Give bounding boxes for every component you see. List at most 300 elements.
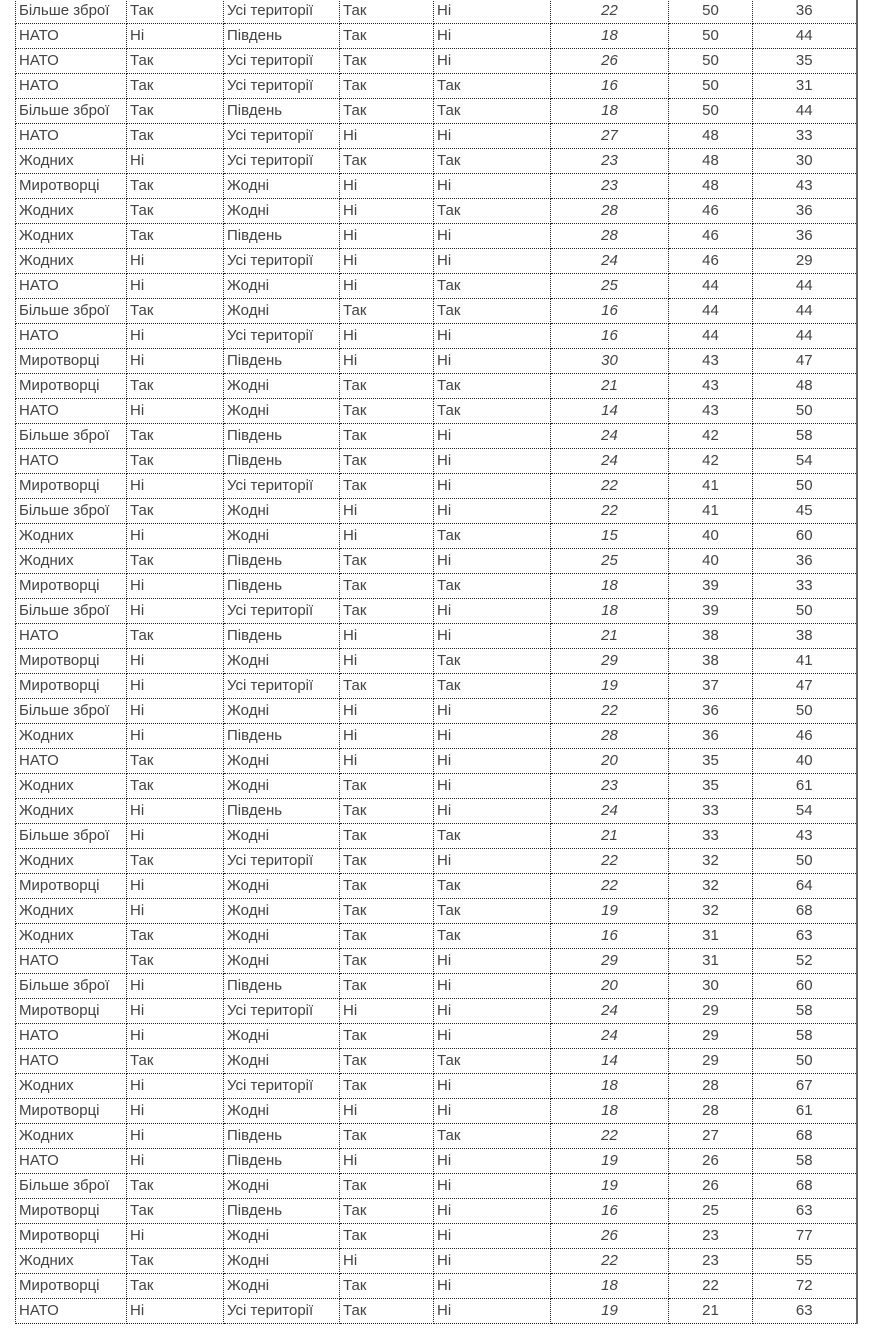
answer-b-cell: Так — [340, 99, 434, 124]
table-row — [16, 1074, 857, 1099]
value-3-cell: 63 — [753, 924, 857, 949]
answer-b-cell: Так — [340, 899, 434, 924]
value-2-cell: 26 — [669, 1149, 753, 1174]
value-3-cell: 43 — [753, 174, 857, 199]
territory-cell: Усі території — [224, 1299, 340, 1324]
option-cell: Миротворці — [16, 1199, 127, 1224]
territory-cell: Жодні — [224, 274, 340, 299]
table-row — [16, 474, 857, 499]
option-cell: Миротворці — [16, 1099, 127, 1124]
value-2-cell: 23 — [669, 1224, 753, 1249]
value-2-cell: 44 — [669, 299, 753, 324]
value-1-cell: 20 — [551, 749, 669, 774]
answer-b-cell: Так — [340, 574, 434, 599]
value-2-cell: 26 — [669, 1174, 753, 1199]
answer-b-cell: Так — [340, 24, 434, 49]
answer-b-cell: Так — [340, 0, 434, 24]
answer-a-cell: Так — [127, 749, 224, 774]
option-cell: Миротворці — [16, 874, 127, 899]
value-1-cell: 14 — [551, 399, 669, 424]
answer-b-cell: Ні — [340, 524, 434, 549]
table-row — [16, 874, 857, 899]
answer-b-cell: Ні — [340, 349, 434, 374]
table-row — [16, 1149, 857, 1174]
value-3-cell: 47 — [753, 349, 857, 374]
value-1-cell: 25 — [551, 274, 669, 299]
option-cell: НАТО — [16, 749, 127, 774]
value-3-cell: 43 — [753, 824, 857, 849]
value-1-cell: 29 — [551, 649, 669, 674]
answer-b-cell: Ні — [340, 749, 434, 774]
option-cell: Жодних — [16, 924, 127, 949]
value-2-cell: 25 — [669, 1199, 753, 1224]
answer-b-cell: Так — [340, 374, 434, 399]
territory-cell: Жодні — [224, 399, 340, 424]
value-1-cell: 18 — [551, 1074, 669, 1099]
table-row — [16, 899, 857, 924]
value-2-cell: 28 — [669, 1074, 753, 1099]
answer-a-cell: Так — [127, 424, 224, 449]
answer-a-cell: Ні — [127, 874, 224, 899]
answer-a-cell: Ні — [127, 1224, 224, 1249]
answer-a-cell: Ні — [127, 474, 224, 499]
value-1-cell: 28 — [551, 224, 669, 249]
value-2-cell: 46 — [669, 224, 753, 249]
value-3-cell: 30 — [753, 149, 857, 174]
answer-c-cell: Ні — [434, 1299, 551, 1324]
answer-c-cell: Так — [434, 149, 551, 174]
table-row — [16, 549, 857, 574]
value-3-cell: 50 — [753, 699, 857, 724]
territory-cell: Південь — [224, 99, 340, 124]
value-1-cell: 18 — [551, 1274, 669, 1299]
territory-cell: Усі території — [224, 474, 340, 499]
answer-a-cell: Ні — [127, 999, 224, 1024]
answer-a-cell: Ні — [127, 524, 224, 549]
option-cell: Жодних — [16, 524, 127, 549]
answer-a-cell: Так — [127, 99, 224, 124]
option-cell: Більше зброї — [16, 599, 127, 624]
answer-c-cell: Ні — [434, 249, 551, 274]
answer-c-cell: Ні — [434, 49, 551, 74]
answer-b-cell: Так — [340, 874, 434, 899]
answer-c-cell: Ні — [434, 449, 551, 474]
value-3-cell: 36 — [753, 0, 857, 24]
value-1-cell: 23 — [551, 774, 669, 799]
answer-b-cell: Ні — [340, 174, 434, 199]
value-3-cell: 46 — [753, 724, 857, 749]
value-2-cell: 29 — [669, 999, 753, 1024]
territory-cell: Жодні — [224, 174, 340, 199]
option-cell: Жодних — [16, 724, 127, 749]
option-cell: Миротворці — [16, 1274, 127, 1299]
answer-c-cell: Ні — [434, 1249, 551, 1274]
table-row — [16, 49, 857, 74]
value-2-cell: 50 — [669, 74, 753, 99]
answer-c-cell: Ні — [434, 624, 551, 649]
answer-c-cell: Ні — [434, 24, 551, 49]
value-2-cell: 38 — [669, 624, 753, 649]
value-2-cell: 36 — [669, 724, 753, 749]
territory-cell: Жодні — [224, 924, 340, 949]
answer-c-cell: Ні — [434, 999, 551, 1024]
option-cell: Більше зброї — [16, 499, 127, 524]
value-1-cell: 29 — [551, 949, 669, 974]
territory-cell: Південь — [224, 1124, 340, 1149]
territory-cell: Усі території — [224, 149, 340, 174]
answer-b-cell: Так — [340, 1049, 434, 1074]
territory-cell: Південь — [224, 574, 340, 599]
value-1-cell: 16 — [551, 74, 669, 99]
answer-a-cell: Ні — [127, 1074, 224, 1099]
option-cell: НАТО — [16, 49, 127, 74]
answer-a-cell: Так — [127, 1249, 224, 1274]
answer-c-cell: Ні — [434, 1174, 551, 1199]
value-1-cell: 28 — [551, 724, 669, 749]
answer-b-cell: Ні — [340, 724, 434, 749]
answer-b-cell: Так — [340, 1224, 434, 1249]
answer-a-cell: Так — [127, 1199, 224, 1224]
territory-cell: Південь — [224, 424, 340, 449]
option-cell: Жодних — [16, 1124, 127, 1149]
value-2-cell: 50 — [669, 99, 753, 124]
value-1-cell: 27 — [551, 124, 669, 149]
answer-c-cell: Так — [434, 99, 551, 124]
table-row — [16, 749, 857, 774]
answer-a-cell: Ні — [127, 824, 224, 849]
value-3-cell: 29 — [753, 249, 857, 274]
answer-a-cell: Так — [127, 624, 224, 649]
answer-b-cell: Так — [340, 949, 434, 974]
table-row — [16, 449, 857, 474]
territory-cell: Усі території — [224, 74, 340, 99]
answer-c-cell: Ні — [434, 724, 551, 749]
territory-cell: Усі території — [224, 674, 340, 699]
answer-c-cell: Так — [434, 824, 551, 849]
option-cell: Жодних — [16, 224, 127, 249]
answer-a-cell: Так — [127, 449, 224, 474]
answer-b-cell: Так — [340, 74, 434, 99]
territory-cell: Жодні — [224, 1274, 340, 1299]
option-cell: НАТО — [16, 1024, 127, 1049]
territory-cell: Південь — [224, 974, 340, 999]
answer-a-cell: Ні — [127, 1099, 224, 1124]
value-1-cell: 18 — [551, 24, 669, 49]
value-1-cell: 18 — [551, 574, 669, 599]
value-1-cell: 19 — [551, 674, 669, 699]
answer-a-cell: Так — [127, 74, 224, 99]
value-3-cell: 33 — [753, 574, 857, 599]
answer-c-cell: Ні — [434, 224, 551, 249]
option-cell: Жодних — [16, 1249, 127, 1274]
table-row — [16, 1299, 857, 1324]
table-row — [16, 849, 857, 874]
option-cell: Жодних — [16, 249, 127, 274]
territory-cell: Південь — [224, 549, 340, 574]
answer-a-cell: Ні — [127, 399, 224, 424]
value-2-cell: 37 — [669, 674, 753, 699]
value-3-cell: 44 — [753, 274, 857, 299]
value-1-cell: 18 — [551, 99, 669, 124]
answer-b-cell: Так — [340, 49, 434, 74]
results-table-body — [16, 0, 857, 1324]
table-row — [16, 774, 857, 799]
option-cell: Миротворці — [16, 174, 127, 199]
territory-cell: Жодні — [224, 874, 340, 899]
table-row — [16, 799, 857, 824]
territory-cell: Усі території — [224, 849, 340, 874]
table-row — [16, 1274, 857, 1299]
option-cell: Жодних — [16, 549, 127, 574]
territory-cell: Жодні — [224, 1249, 340, 1274]
table-row — [16, 1049, 857, 1074]
answer-b-cell: Так — [340, 774, 434, 799]
answer-b-cell: Так — [340, 849, 434, 874]
option-cell: Жодних — [16, 849, 127, 874]
answer-c-cell: Ні — [434, 424, 551, 449]
territory-cell: Жодні — [224, 299, 340, 324]
answer-a-cell: Ні — [127, 1124, 224, 1149]
answer-b-cell: Так — [340, 1024, 434, 1049]
value-1-cell: 28 — [551, 199, 669, 224]
answer-a-cell: Так — [127, 299, 224, 324]
value-3-cell: 61 — [753, 774, 857, 799]
value-3-cell: 36 — [753, 224, 857, 249]
territory-cell: Усі території — [224, 124, 340, 149]
answer-a-cell: Ні — [127, 799, 224, 824]
value-1-cell: 22 — [551, 699, 669, 724]
value-2-cell: 48 — [669, 149, 753, 174]
table-row — [16, 999, 857, 1024]
answer-b-cell: Ні — [340, 999, 434, 1024]
answer-b-cell: Так — [340, 474, 434, 499]
option-cell: Більше зброї — [16, 699, 127, 724]
table-row — [16, 424, 857, 449]
answer-c-cell: Так — [434, 574, 551, 599]
answer-c-cell: Так — [434, 874, 551, 899]
answer-b-cell: Так — [340, 799, 434, 824]
answer-a-cell: Так — [127, 199, 224, 224]
value-3-cell: 58 — [753, 1149, 857, 1174]
option-cell: Миротворці — [16, 649, 127, 674]
territory-cell: Жодні — [224, 899, 340, 924]
option-cell: Жодних — [16, 899, 127, 924]
value-3-cell: 68 — [753, 899, 857, 924]
answer-c-cell: Ні — [434, 1074, 551, 1099]
answer-c-cell: Ні — [434, 1099, 551, 1124]
territory-cell: Жодні — [224, 649, 340, 674]
answer-a-cell: Ні — [127, 599, 224, 624]
territory-cell: Південь — [224, 449, 340, 474]
value-3-cell: 58 — [753, 424, 857, 449]
value-1-cell: 21 — [551, 374, 669, 399]
value-1-cell: 22 — [551, 874, 669, 899]
value-1-cell: 16 — [551, 324, 669, 349]
answer-b-cell: Ні — [340, 274, 434, 299]
value-2-cell: 42 — [669, 449, 753, 474]
answer-a-cell: Ні — [127, 649, 224, 674]
option-cell: Жодних — [16, 799, 127, 824]
option-cell: Жодних — [16, 774, 127, 799]
value-3-cell: 60 — [753, 524, 857, 549]
value-2-cell: 40 — [669, 524, 753, 549]
value-1-cell: 16 — [551, 299, 669, 324]
value-3-cell: 67 — [753, 1074, 857, 1099]
value-1-cell: 20 — [551, 974, 669, 999]
value-1-cell: 18 — [551, 599, 669, 624]
option-cell: НАТО — [16, 74, 127, 99]
option-cell: НАТО — [16, 399, 127, 424]
value-1-cell: 16 — [551, 924, 669, 949]
option-cell: Миротворці — [16, 574, 127, 599]
territory-cell: Жодні — [224, 374, 340, 399]
answer-c-cell: Так — [434, 1049, 551, 1074]
answer-a-cell: Так — [127, 499, 224, 524]
option-cell: Більше зброї — [16, 424, 127, 449]
value-3-cell: 68 — [753, 1174, 857, 1199]
table-row — [16, 1124, 857, 1149]
value-1-cell: 19 — [551, 1149, 669, 1174]
table-row — [16, 99, 857, 124]
table-row — [16, 249, 857, 274]
answer-c-cell: Ні — [434, 799, 551, 824]
answer-c-cell: Ні — [434, 1149, 551, 1174]
answer-c-cell: Так — [434, 674, 551, 699]
answer-a-cell: Ні — [127, 724, 224, 749]
value-2-cell: 31 — [669, 924, 753, 949]
answer-c-cell: Так — [434, 1124, 551, 1149]
option-cell: Більше зброї — [16, 299, 127, 324]
answer-b-cell: Так — [340, 1174, 434, 1199]
table-row — [16, 649, 857, 674]
territory-cell: Південь — [224, 799, 340, 824]
value-2-cell: 28 — [669, 1099, 753, 1124]
table-row — [16, 0, 857, 24]
option-cell: НАТО — [16, 1049, 127, 1074]
territory-cell: Усі території — [224, 999, 340, 1024]
answer-b-cell: Ні — [340, 624, 434, 649]
value-3-cell: 44 — [753, 24, 857, 49]
answer-b-cell: Так — [340, 449, 434, 474]
results-table-container — [15, 0, 856, 1324]
territory-cell: Жодні — [224, 1224, 340, 1249]
value-1-cell: 14 — [551, 1049, 669, 1074]
option-cell: Миротворці — [16, 674, 127, 699]
value-3-cell: 35 — [753, 49, 857, 74]
answer-a-cell: Так — [127, 1174, 224, 1199]
answer-a-cell: Так — [127, 1049, 224, 1074]
value-2-cell: 32 — [669, 899, 753, 924]
value-3-cell: 40 — [753, 749, 857, 774]
table-row — [16, 24, 857, 49]
answer-a-cell: Ні — [127, 1299, 224, 1324]
territory-cell: Жодні — [224, 774, 340, 799]
answer-b-cell: Так — [340, 674, 434, 699]
value-2-cell: 43 — [669, 374, 753, 399]
answer-b-cell: Ні — [340, 1099, 434, 1124]
value-2-cell: 32 — [669, 874, 753, 899]
table-row — [16, 524, 857, 549]
territory-cell: Південь — [224, 1199, 340, 1224]
option-cell: Більше зброї — [16, 824, 127, 849]
option-cell: НАТО — [16, 24, 127, 49]
answer-c-cell: Так — [434, 299, 551, 324]
value-2-cell: 39 — [669, 599, 753, 624]
territory-cell: Південь — [224, 224, 340, 249]
option-cell: Більше зброї — [16, 99, 127, 124]
answer-c-cell: Ні — [434, 599, 551, 624]
table-row — [16, 924, 857, 949]
value-2-cell: 33 — [669, 824, 753, 849]
answer-a-cell: Ні — [127, 574, 224, 599]
option-cell: НАТО — [16, 1149, 127, 1174]
answer-a-cell: Ні — [127, 1024, 224, 1049]
value-1-cell: 26 — [551, 1224, 669, 1249]
answer-b-cell: Так — [340, 1124, 434, 1149]
answer-b-cell: Ні — [340, 224, 434, 249]
answer-a-cell: Так — [127, 374, 224, 399]
answer-a-cell: Так — [127, 0, 224, 24]
value-1-cell: 19 — [551, 899, 669, 924]
territory-cell: Усі території — [224, 324, 340, 349]
answer-c-cell: Так — [434, 649, 551, 674]
option-cell: Жодних — [16, 199, 127, 224]
value-1-cell: 22 — [551, 499, 669, 524]
territory-cell: Усі території — [224, 599, 340, 624]
value-2-cell: 31 — [669, 949, 753, 974]
answer-b-cell: Так — [340, 924, 434, 949]
value-1-cell: 22 — [551, 849, 669, 874]
table-row — [16, 974, 857, 999]
answer-c-cell: Ні — [434, 499, 551, 524]
answer-c-cell: Так — [434, 374, 551, 399]
answer-c-cell: Так — [434, 899, 551, 924]
answer-c-cell: Ні — [434, 949, 551, 974]
value-1-cell: 19 — [551, 1174, 669, 1199]
territory-cell: Усі території — [224, 49, 340, 74]
territory-cell: Жодні — [224, 1099, 340, 1124]
value-2-cell: 21 — [669, 1299, 753, 1324]
answer-a-cell: Ні — [127, 674, 224, 699]
value-1-cell: 26 — [551, 49, 669, 74]
value-3-cell: 68 — [753, 1124, 857, 1149]
option-cell: Жодних — [16, 1074, 127, 1099]
value-2-cell: 50 — [669, 24, 753, 49]
value-2-cell: 33 — [669, 799, 753, 824]
value-3-cell: 44 — [753, 99, 857, 124]
answer-b-cell: Ні — [340, 699, 434, 724]
answer-a-cell: Ні — [127, 699, 224, 724]
answer-b-cell: Так — [340, 1074, 434, 1099]
value-3-cell: 33 — [753, 124, 857, 149]
option-cell: Миротворці — [16, 1224, 127, 1249]
answer-c-cell: Ні — [434, 474, 551, 499]
territory-cell: Жодні — [224, 1024, 340, 1049]
value-2-cell: 40 — [669, 549, 753, 574]
territory-cell: Жодні — [224, 824, 340, 849]
value-2-cell: 50 — [669, 49, 753, 74]
territory-cell: Жодні — [224, 524, 340, 549]
value-2-cell: 36 — [669, 699, 753, 724]
value-1-cell: 22 — [551, 0, 669, 24]
value-3-cell: 72 — [753, 1274, 857, 1299]
value-3-cell: 44 — [753, 299, 857, 324]
territory-cell: Жодні — [224, 199, 340, 224]
value-3-cell: 64 — [753, 874, 857, 899]
value-1-cell: 24 — [551, 424, 669, 449]
answer-a-cell: Ні — [127, 324, 224, 349]
value-3-cell: 38 — [753, 624, 857, 649]
